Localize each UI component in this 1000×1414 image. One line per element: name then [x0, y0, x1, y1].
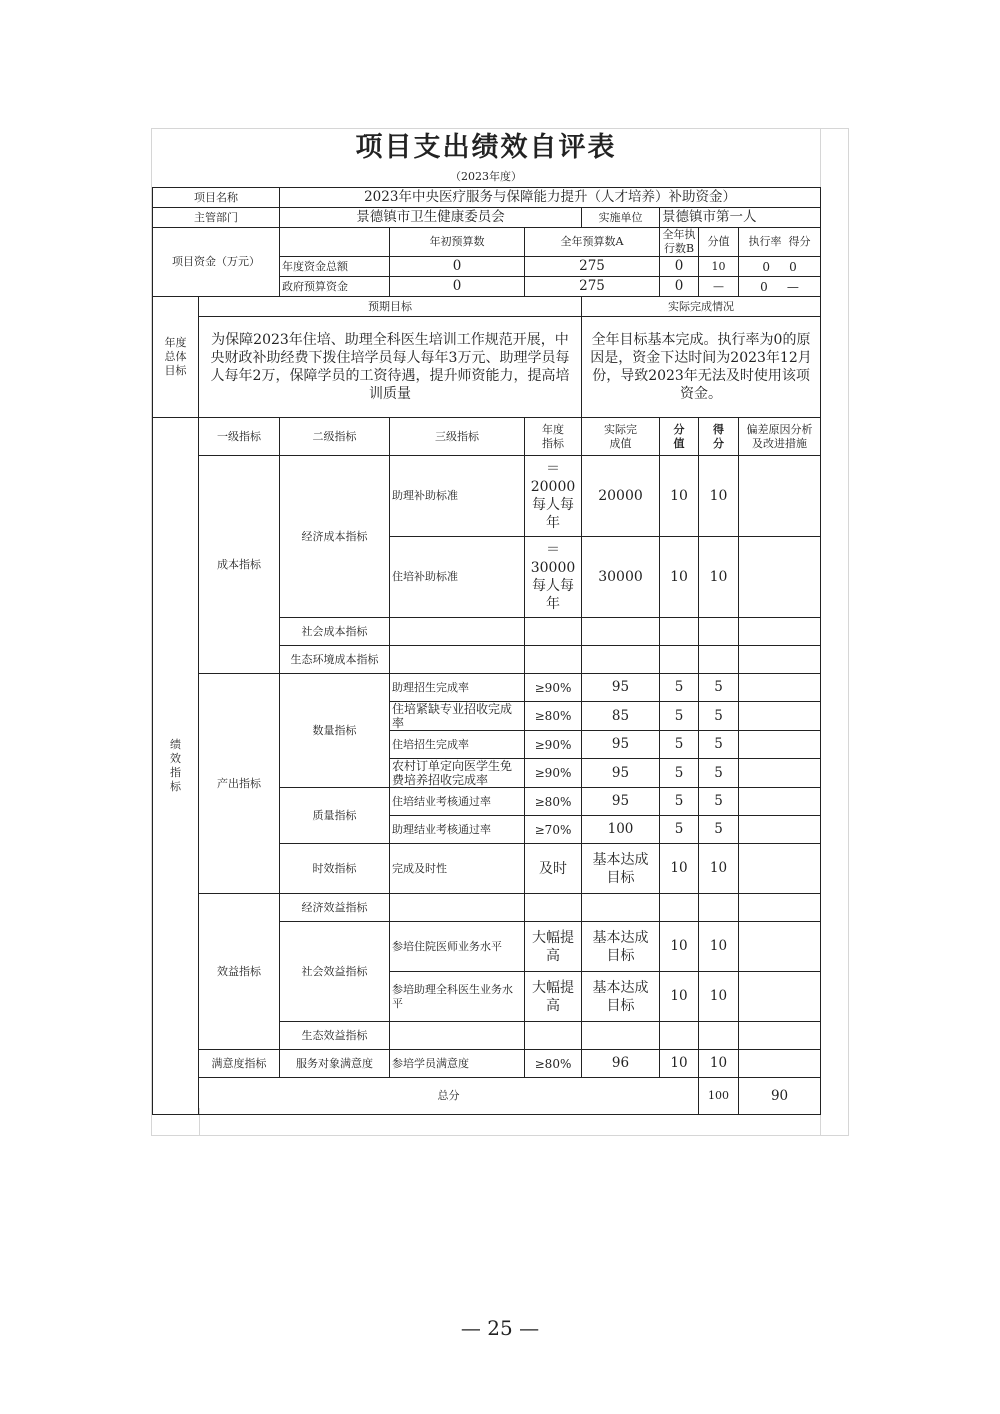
target-value [525, 922, 582, 972]
target-value: ≥80% [525, 1050, 582, 1078]
target-value-text: 大幅提高 [532, 979, 574, 1014]
points-value: 5 [660, 759, 699, 788]
page-number: — 25 — [460, 1316, 540, 1340]
funds-header-executed: 全年执行数B [660, 228, 699, 257]
deviation-cell [739, 759, 821, 788]
points-value: 10 [660, 456, 699, 537]
funds-rate-score [739, 257, 821, 277]
target-value: ≥90% [525, 731, 582, 759]
actual-value [582, 922, 660, 972]
funds-executed: 0 [660, 277, 699, 297]
actual-value-text: 基本达成目标 [592, 929, 649, 964]
empty-cell [699, 894, 739, 922]
table-row [153, 456, 821, 537]
funds-blank-header [280, 228, 390, 257]
funds-rate: 0 [760, 279, 768, 294]
actual-value: 95 [582, 731, 660, 759]
l3-indicator: 参培助理全科医生业务水平 [390, 972, 525, 1022]
score-value: 5 [699, 759, 739, 788]
header-target [525, 418, 582, 456]
header-score [699, 418, 739, 456]
points-value: 10 [660, 537, 699, 618]
funds-points: — [699, 277, 739, 297]
sub-eco-benefit: 生态效益指标 [280, 1022, 390, 1050]
actual-value-text: 基本达成目标 [592, 851, 649, 886]
empty-cell [660, 1022, 699, 1050]
empty-cell [525, 1022, 582, 1050]
perf-header-row [153, 418, 821, 456]
empty-cell [699, 618, 739, 646]
l3-indicator: 助理招生完成率 [390, 674, 525, 702]
empty-cell [525, 894, 582, 922]
points-value: 10 [660, 972, 699, 1022]
empty-cell [739, 646, 821, 674]
score-value: 10 [699, 922, 739, 972]
deviation-cell [739, 456, 821, 537]
empty-cell [660, 618, 699, 646]
points-value: 5 [660, 731, 699, 759]
deviation-cell [739, 674, 821, 702]
funds-header-row [153, 228, 821, 257]
sub-eco-cost: 生态环境成本指标 [280, 646, 390, 674]
header-deviation [739, 418, 821, 456]
funds-label: 项目资金（万元） [153, 228, 280, 297]
header-points [660, 418, 699, 456]
l3-indicator: 住培结业考核通过率 [390, 788, 525, 816]
dept-label: 主管部门 [153, 208, 280, 228]
total-score: 90 [739, 1078, 821, 1115]
total-points: 100 [699, 1078, 739, 1115]
empty-cell [390, 1022, 525, 1050]
goals-expected-text: 为保障2023年住培、助理全科医生培训工作规范开展，中央财政补助经费下拨住培学员每人每年3万元、助理学员每人每年2万，保障学员的工资待遇，提升师资能力，提高培训质量 [199, 317, 582, 418]
sub-econ-benefit: 经济效益指标 [280, 894, 390, 922]
sub-social-benefit: 社会效益指标 [280, 922, 390, 1022]
impl-value: 景德镇市第一人 [660, 208, 821, 228]
target-value: 及时 [525, 844, 582, 894]
table-row [153, 674, 821, 702]
category-output: 产出指标 [199, 674, 280, 894]
score-value: 5 [699, 702, 739, 731]
score-value: 10 [699, 537, 739, 618]
empty-cell [390, 894, 525, 922]
funds-header-points: 分值 [699, 228, 739, 257]
empty-cell [699, 1022, 739, 1050]
header-points-text: 分值 [673, 422, 685, 450]
goals-header-row [153, 297, 821, 317]
empty-cell [582, 1022, 660, 1050]
perf-side-label-text: 绩效指标 [170, 738, 181, 793]
funds-score: 0 [789, 259, 797, 274]
empty-cell [582, 646, 660, 674]
goals-label [153, 297, 199, 418]
l3-indicator: 完成及时性 [390, 844, 525, 894]
deviation-cell [739, 731, 821, 759]
actual-value: 85 [582, 702, 660, 731]
l3-indicator: 助理结业考核通过率 [390, 816, 525, 844]
target-value: ≥80% [525, 788, 582, 816]
actual-value [582, 972, 660, 1022]
score-value: 5 [699, 674, 739, 702]
perf-side-label [153, 418, 199, 1115]
project-name-row [153, 188, 821, 208]
empty-cell [582, 894, 660, 922]
target-value-text: ＝20000每人每年 [530, 461, 576, 531]
funds-score: — [786, 279, 799, 294]
score-value: 5 [699, 816, 739, 844]
actual-value [582, 844, 660, 894]
goals-actual-header: 实际完成情况 [582, 297, 821, 317]
category-cost: 成本指标 [199, 456, 280, 674]
target-value [525, 537, 582, 618]
points-value: 10 [660, 844, 699, 894]
dept-value: 景德镇市卫生健康委员会 [280, 208, 582, 228]
funds-header-initial: 年初预算数 [390, 228, 525, 257]
sub-social-cost: 社会成本指标 [280, 618, 390, 646]
target-value [525, 972, 582, 1022]
actual-value: 96 [582, 1050, 660, 1078]
funds-header-rate: 执行率 [748, 235, 782, 248]
empty-cell [660, 646, 699, 674]
sub-quality: 质量指标 [280, 788, 390, 844]
score-value: 10 [699, 972, 739, 1022]
points-value: 5 [660, 674, 699, 702]
deviation-cell [739, 702, 821, 731]
header-l3: 三级指标 [390, 418, 525, 456]
empty-cell [582, 618, 660, 646]
target-value [525, 456, 582, 537]
total-label: 总分 [199, 1078, 699, 1115]
funds-annual: 275 [525, 257, 660, 277]
project-name-label: 项目名称 [153, 188, 280, 208]
score-value: 5 [699, 788, 739, 816]
points-value: 5 [660, 788, 699, 816]
points-value: 10 [660, 1050, 699, 1078]
deviation-cell [739, 788, 821, 816]
actual-value: 95 [582, 674, 660, 702]
l3-indicator: 住培补助标准 [390, 537, 525, 618]
deviation-cell [739, 816, 821, 844]
funds-rate-score [739, 277, 821, 297]
l3-indicator: 参培学员满意度 [390, 1050, 525, 1078]
empty-cell [739, 1022, 821, 1050]
goals-expected-header: 预期目标 [199, 297, 582, 317]
deviation-cell [739, 972, 821, 1022]
empty-cell [390, 646, 525, 674]
page-title: 项目支出绩效自评表 [355, 132, 617, 163]
funds-row-label: 政府预算资金 [280, 277, 390, 297]
project-name-value: 2023年中央医疗服务与保障能力提升（人才培养）补助资金） [280, 188, 821, 208]
category-satisfaction: 满意度指标 [199, 1050, 280, 1078]
funds-executed: 0 [660, 257, 699, 277]
empty-cell [739, 618, 821, 646]
funds-annual: 275 [525, 277, 660, 297]
funds-rate: 0 [762, 259, 770, 274]
goals-text-row [153, 317, 821, 418]
funds-points: 10 [699, 257, 739, 277]
empty-cell [699, 646, 739, 674]
empty-cell [739, 894, 821, 922]
target-value: ≥90% [525, 759, 582, 788]
header-l2: 二级指标 [280, 418, 390, 456]
funds-header-score: 得分 [788, 235, 811, 248]
l3-indicator: 参培住院医师业务水平 [390, 922, 525, 972]
funds-initial: 0 [390, 257, 525, 277]
actual-value: 100 [582, 816, 660, 844]
funds-initial: 0 [390, 277, 525, 297]
score-value: 5 [699, 731, 739, 759]
l3-indicator: 助理补助标准 [390, 456, 525, 537]
header-score-text: 得分 [713, 422, 724, 450]
l3-indicator: 住培紧缺专业招收完成率 [390, 702, 525, 731]
target-value-text: 大幅提高 [532, 929, 574, 964]
actual-value: 20000 [582, 456, 660, 537]
table-row [153, 894, 821, 922]
target-value: ≥90% [525, 674, 582, 702]
empty-cell [525, 618, 582, 646]
category-benefit: 效益指标 [199, 894, 280, 1050]
actual-value: 30000 [582, 537, 660, 618]
score-value: 10 [699, 1050, 739, 1078]
total-row [153, 1078, 821, 1115]
goals-actual-text: 全年目标基本完成。执行率为0的原因是，资金下达时间为2023年12月份，导致2023年无法及时使用该项资金。 [582, 317, 821, 418]
funds-header-rate-score [739, 228, 821, 257]
deviation-cell [739, 922, 821, 972]
actual-value: 95 [582, 788, 660, 816]
target-value: ≥80% [525, 702, 582, 731]
l3-indicator: 住培招生完成率 [390, 731, 525, 759]
goals-label-text: 年度总体目标 [164, 336, 187, 377]
deviation-cell [739, 537, 821, 618]
empty-cell [390, 618, 525, 646]
sub-timeliness: 时效指标 [280, 844, 390, 894]
points-value: 5 [660, 702, 699, 731]
header-actual-text: 实际完成值 [604, 422, 637, 450]
evaluation-table [152, 187, 821, 1115]
sub-service: 服务对象满意度 [280, 1050, 390, 1078]
sub-econ-cost: 经济成本指标 [280, 456, 390, 618]
score-value: 10 [699, 456, 739, 537]
actual-value: 95 [582, 759, 660, 788]
actual-value-text: 基本达成目标 [592, 979, 649, 1014]
target-value: ≥70% [525, 816, 582, 844]
year-label: （2023年度） [450, 170, 522, 183]
table-row [153, 1050, 821, 1078]
score-value: 10 [699, 844, 739, 894]
points-value: 5 [660, 816, 699, 844]
header-target-text: 年度指标 [542, 422, 564, 450]
points-value: 10 [660, 922, 699, 972]
funds-row-label: 年度资金总额 [280, 257, 390, 277]
funds-header-annual: 全年预算数A [525, 228, 660, 257]
l3-indicator: 农村订单定向医学生免费培养招收完成率 [390, 759, 525, 788]
target-value-text: ＝30000每人每年 [530, 542, 576, 612]
empty-cell [525, 646, 582, 674]
deviation-cell [739, 844, 821, 894]
header-actual [582, 418, 660, 456]
header-l1: 一级指标 [199, 418, 280, 456]
header-deviation-text: 偏差原因分析及改进措施 [746, 422, 813, 450]
impl-label: 实施单位 [582, 208, 660, 228]
sub-quantity: 数量指标 [280, 674, 390, 788]
department-row [153, 208, 821, 228]
empty-cell [660, 894, 699, 922]
deviation-cell [739, 1050, 821, 1078]
